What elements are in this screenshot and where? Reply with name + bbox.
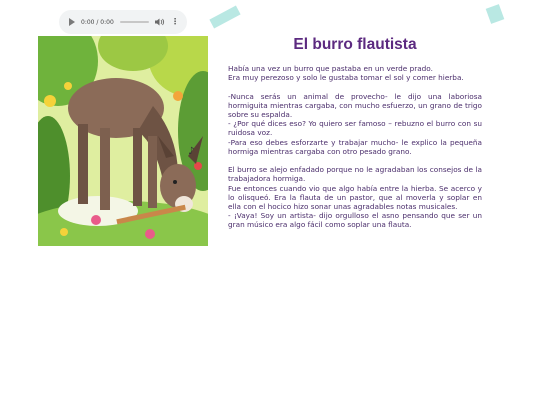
play-icon[interactable] bbox=[69, 18, 75, 26]
story-title: El burro flautista bbox=[293, 36, 417, 53]
audio-time: 0:00 / 0:00 bbox=[81, 18, 114, 26]
paragraph-spacer bbox=[228, 156, 482, 165]
svg-text:♪: ♪ bbox=[188, 146, 195, 157]
story-paragraph: -Para eso debes esforzarte y trabajar mucho- le explico la pequeña hormiga mientras cargaba con otro pesado grano. bbox=[228, 137, 482, 156]
story-paragraph: Había una vez un burro que pastaba en un verde prado. bbox=[228, 64, 433, 73]
story-paragraph: Fue entonces cuando vio que algo había entre la hierba. Se acerco y lo olisqueó. Era la flauta de un pastor, que al moverla y soplar en ella con el hocico hizo sonar unas agradables notas musicales. bbox=[228, 183, 482, 212]
story-paragraph: -Nunca serás un animal de provecho- le dijo una laboriosa hormiguita mientras cargaba, con mucho esfuerzo, un grano de trigo sobre su espalda. bbox=[228, 91, 482, 119]
story-text bbox=[228, 64, 482, 230]
paragraph-spacer bbox=[228, 82, 482, 91]
story-paragraph: El burro se alejo enfadado porque no le agradaban los consejos de la trabajadora hormiga. bbox=[228, 165, 482, 184]
volume-icon[interactable] bbox=[155, 18, 165, 26]
audio-progress-bar[interactable] bbox=[120, 21, 149, 23]
story-illustration bbox=[38, 36, 208, 246]
decorative-shape bbox=[209, 6, 240, 29]
more-options-icon[interactable]: ⋮ bbox=[171, 17, 179, 26]
decorative-shape bbox=[486, 4, 505, 24]
audio-player[interactable] bbox=[59, 10, 187, 34]
story-paragraph: - ¡Vaya! Soy un artista- dijo orgulloso el asno pensando que ser un gran músico era algo fácil como soplar una flauta. bbox=[228, 211, 482, 230]
story-paragraph: Era muy perezoso y solo le gustaba tomar el sol y comer hierba. bbox=[228, 73, 464, 83]
story-paragraph: - ¿Por qué dices eso? Yo quiero ser famoso – rebuzno el burro con su ruidosa voz. bbox=[228, 119, 482, 138]
